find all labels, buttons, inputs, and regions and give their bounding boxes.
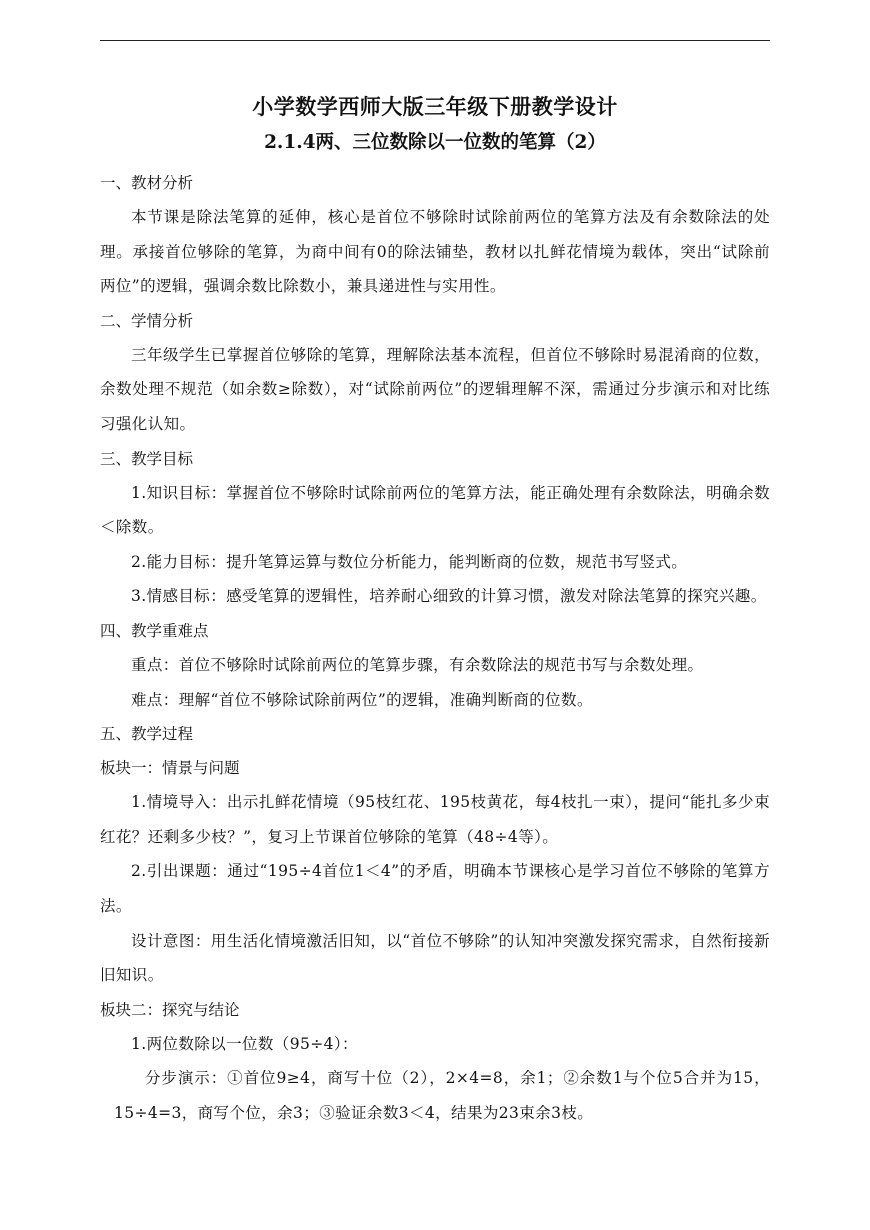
- paragraph: 分步演示：①首位9≥4，商写十位（2），2×4=8，余1；②余数1与个位5合并为15，15÷4=3，商写个位，余3；③验证余数3＜4，结果为23束余3枝。: [113, 1069, 770, 1122]
- paragraph: 3.情感目标：感受笔算的逻辑性，培养耐心细致的计算习惯，激发对除法笔算的探究兴趣。: [131, 587, 767, 606]
- paragraph: 1.情境导入：出示扎鲜花情境（95枝红花、195枝黄花，每4枝扎一束），提问“能扎多少束红花？还剩多少枝？”，复习上节课首位够除的笔算（48÷4等）。: [100, 793, 770, 846]
- paragraph: 2.能力目标：提升笔算运算与数位分析能力，能判断商的位数，规范书写竖式。: [131, 552, 688, 571]
- document-title: 小学数学西师大版三年级下册教学设计: [252, 94, 618, 119]
- section-heading: 一、教材分析: [100, 174, 194, 192]
- section-heading: 二、学情分析: [100, 311, 194, 330]
- paragraph: 三年级学生已掌握首位够除的笔算，理解除法基本流程，但首位不够除时易混淆商的位数，余数处理不规范（如余数≥除数），对“试除前两位”的逻辑理解不深，需通过分步演示和对比练习强化认知。: [100, 345, 770, 433]
- section-heading: 四、教学重难点: [100, 621, 209, 640]
- document-subtitle: 2.1.4两、三位数除以一位数的笔算（2）: [264, 132, 606, 153]
- block-heading: 板块二：探究与结论: [100, 1000, 240, 1019]
- paragraph: 1.知识目标：掌握首位不够除时试除前两位的笔算方法，能正确处理有余数除法，明确余数＜除数。: [100, 483, 770, 537]
- paragraph: 2.引出课题：通过“195÷4首位1＜4”的矛盾，明确本节课核心是学习首位不够除的笔算方法。: [100, 862, 770, 915]
- section-heading: 三、教学目标: [100, 449, 194, 468]
- paragraph: 难点：理解“首位不够除试除前两位”的逻辑，准确判断商的位数。: [131, 690, 593, 709]
- block-heading: 板块一：情景与问题: [100, 759, 240, 778]
- paragraph: 1.两位数除以一位数（95÷4）：: [131, 1034, 358, 1053]
- section-heading: 五、教学过程: [100, 725, 194, 744]
- header-rule: [100, 40, 770, 41]
- paragraph: 重点：首位不够除时试除前两位的笔算步骤，有余数除法的规范书写与余数处理。: [131, 655, 704, 674]
- paragraph: 本节课是除法笔算的延伸，核心是首位不够除时试除前两位的笔算方法及有余数除法的处理。承接首位够除的笔算，为商中间有0的除法铺垫，教材以扎鲜花情境为载体，突出“试除前两位”的逻辑，强调余数比除数小，兼具递进性与实用性。: [100, 208, 770, 296]
- document-page: [100, 88, 770, 1130]
- paragraph: 设计意图：用生活化情境激活旧知，以“首位不够除”的认知冲突激发探究需求，自然衔接新旧知识。: [100, 931, 770, 985]
